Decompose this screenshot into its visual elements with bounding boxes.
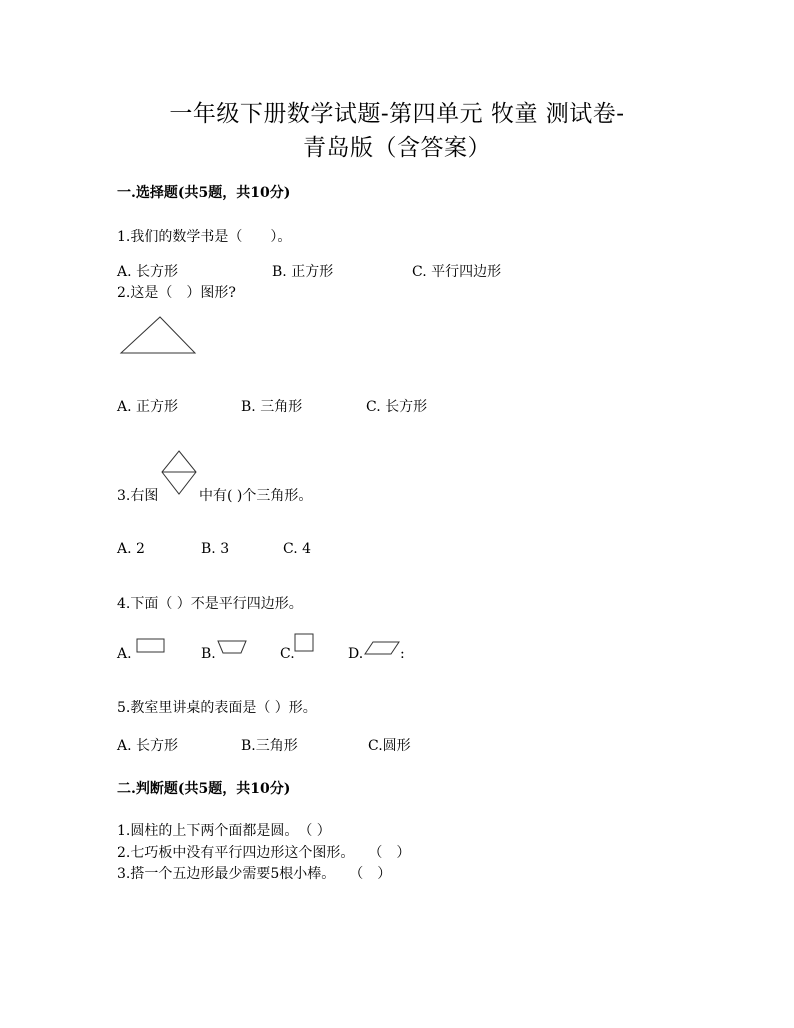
question-3-prefix: 3.右图 — [117, 488, 159, 504]
parallelogram-shape — [364, 640, 402, 656]
question-3-option-c: C. 4 — [283, 541, 312, 557]
section-heading-judge: 二.判断题(共5题，共10分) — [117, 781, 291, 797]
question-4-option-d: D. — [348, 646, 364, 662]
triangle-figure — [118, 314, 198, 356]
question-4-text: 4.下面（ ）不是平行四边形。 — [117, 596, 303, 612]
question-5-option-c: C.圆形 — [368, 738, 411, 754]
question-1-option-b: B. 正方形 — [272, 264, 334, 280]
question-2-option-a: A. 正方形 — [117, 399, 179, 415]
question-4-option-c: C. — [280, 646, 295, 662]
question-1-text: 1.我们的数学书是（ ）。 — [117, 229, 292, 245]
question-5-text: 5.教室里讲桌的表面是（ ）形。 — [117, 700, 317, 716]
trapezoid-shape — [217, 639, 249, 655]
judge-item-2: 2.七巧板中没有平行四边形这个图形。 （ ） — [117, 845, 411, 861]
page-title-line1: 一年级下册数学试题-第四单元 牧童 测试卷- — [169, 101, 625, 127]
question-3-option-a: A. 2 — [117, 541, 145, 557]
question-4-trail: : — [400, 646, 405, 662]
question-1-option-a: A. 长方形 — [117, 264, 179, 280]
question-5-option-b: B.三角形 — [241, 738, 298, 754]
judge-item-1: 1.圆柱的上下两个面都是圆。 （ ） — [117, 823, 331, 839]
judge-item-3: 3.搭一个五边形最少需要5根小棒。 （ ） — [117, 866, 392, 882]
question-2-option-b: B. 三角形 — [241, 399, 303, 415]
question-1-option-c: C. 平行四边形 — [412, 264, 502, 280]
page-title-line2: 青岛版（含答案） — [303, 135, 491, 161]
rectangle-shape — [136, 638, 166, 654]
question-4-option-b: B. — [201, 646, 216, 662]
question-2-option-c: C. 长方形 — [366, 399, 428, 415]
question-3-option-b: B. 3 — [201, 541, 230, 557]
question-3-suffix: 中有( )个三角形。 — [199, 488, 313, 504]
question-2-text: 2.这是（ ）图形? — [117, 285, 236, 301]
section-heading-choice: 一.选择题(共5题，共10分) — [117, 185, 291, 201]
question-4-option-a: A. — [117, 646, 132, 662]
question-5-option-a: A. 长方形 — [117, 738, 179, 754]
square-shape — [294, 633, 316, 653]
diamond-triangles-figure — [161, 449, 199, 497]
